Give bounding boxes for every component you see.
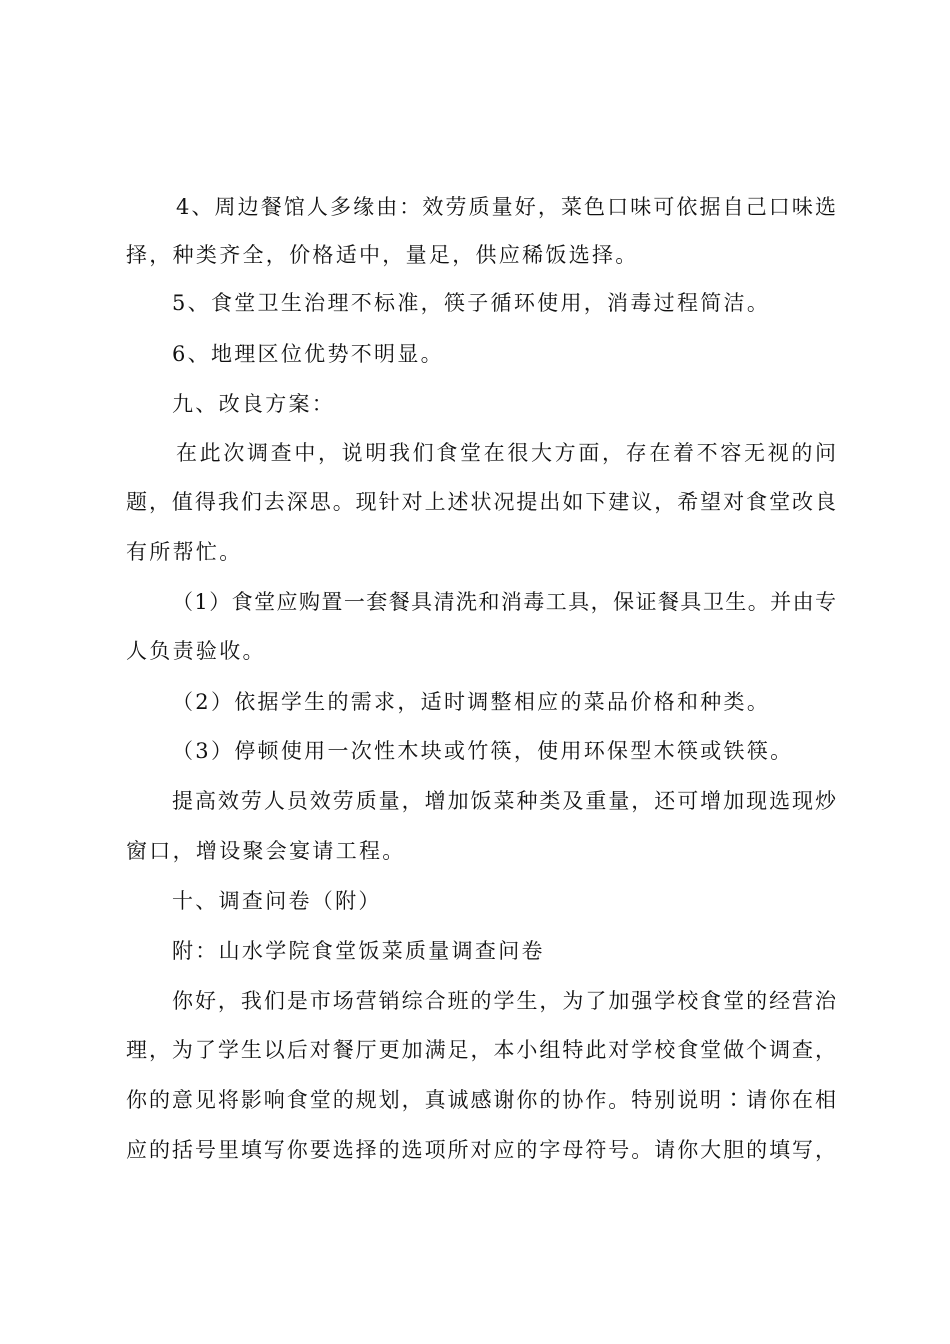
suggestion-3: （3）停顿使用一次性木块或竹筷，使用环保型木筷或铁筷。 — [172, 739, 794, 763]
questionnaire-intro-line-2: 理，为了学生以后对餐厅更加满足，本小组特此对学校食堂做个调查， — [126, 1038, 836, 1062]
section-10-heading: 十、调查问卷（附） — [172, 889, 382, 913]
paragraph-item-5: 5、食堂卫生治理不标准，筷子循环使用，消毒过程简洁。 — [172, 291, 771, 315]
questionnaire-intro-line-1: 你好，我们是市场营销综合班的学生，为了加强学校食堂的经营治 — [172, 989, 836, 1013]
service-improvement-line-2: 窗口，增设聚会宴请工程。 — [126, 839, 406, 863]
suggestion-1-line-1: （1）食堂应购置一套餐具清洗和消毒工具，保证餐具卫生。并由专 — [172, 590, 836, 614]
paragraph-item-4-line-1: 4、周边餐馆人多缘由：效劳质量好，菜色口味可依据自己口味选 — [176, 195, 836, 219]
appendix-title: 附：山水学院食堂饭菜质量调查问卷 — [172, 939, 545, 963]
suggestion-2: （2）依据学生的需求，适时调整相应的菜品价格和种类。 — [172, 690, 771, 714]
paragraph-item-4-line-2: 择，种类齐全，价格适中，量足，供应稀饭选择。 — [126, 243, 639, 267]
section-9-intro-line-3: 有所帮忙。 — [126, 540, 243, 564]
section-9-intro-line-2: 题，值得我们去深思。现针对上述状况提出如下建议，希望对食堂改良 — [126, 490, 836, 514]
suggestion-1-line-2: 人负责验收。 — [126, 639, 266, 663]
section-9-heading: 九、改良方案： — [172, 392, 336, 416]
questionnaire-intro-line-4: 应的括号里填写你要选择的选项所对应的字母符号。请你大胆的填写， — [126, 1138, 836, 1162]
questionnaire-intro-line-3: 你的意见将影响食堂的规划，真诚感谢你的协作。特别说明∶请你在相 — [126, 1088, 836, 1112]
paragraph-item-6: 6、地理区位优势不明显。 — [172, 342, 444, 366]
section-9-intro-line-1: 在此次调查中，说明我们食堂在很大方面，存在着不容无视的问 — [176, 441, 836, 465]
service-improvement-line-1: 提高效劳人员效劳质量，增加饭菜种类及重量，还可增加现选现炒 — [172, 789, 836, 813]
